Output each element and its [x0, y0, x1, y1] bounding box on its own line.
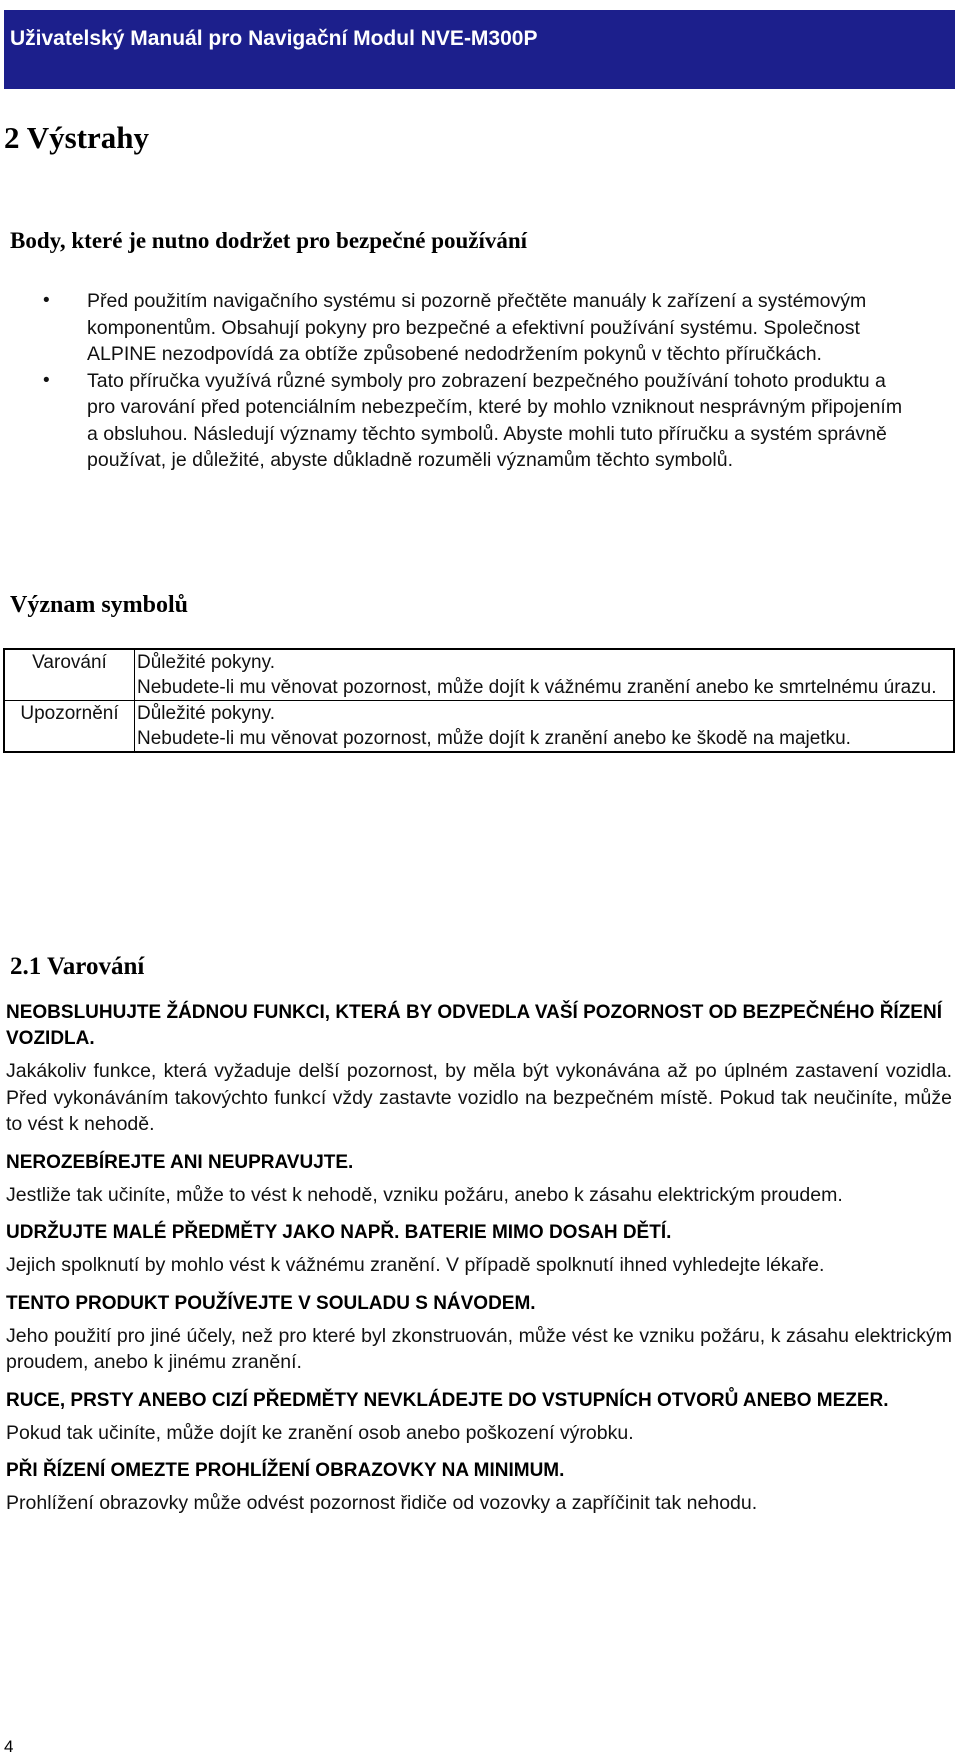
symbol-description-line2: Nebudete-li mu věnovat pozornost, může dojít k zranění anebo ke škodě na majetku.	[137, 728, 851, 749]
bullet-icon: •	[43, 290, 50, 311]
section-title: 2 Výstrahy	[4, 120, 149, 155]
symbol-description-line2: Nebudete-li mu věnovat pozornost, může dojít k vážnému zranění anebo ke smrtelnému úrazu.	[137, 677, 937, 698]
warning-title: NEOBSLUHUJTE ŽÁDNOU FUNKCI, KTERÁ BY ODVEDLA VAŠÍ POZORNOST OD BEZPEČNÉHO ŘÍZENÍ VOZIDLA.	[6, 1002, 942, 1049]
bullet-text: Před použitím navigačního systému si pozorně přečtěte manuály k zařízení a systémovým komponentům. Obsahují pokyny pro bezpečné a efektivní používání systému. Společnost ALPINE nezodpovídá za obtíže způsobené nedodržením pokynů v těchto příručkách.	[87, 290, 867, 365]
warning-title: RUCE, PRSTY ANEBO CIZÍ PŘEDMĚTY NEVKLÁDEJTE DO VSTUPNÍCH OTVORŮ ANEBO MEZER.	[6, 1389, 889, 1411]
bullet-icon: •	[43, 369, 50, 391]
symbol-description	[135, 701, 955, 753]
table-row	[4, 701, 954, 753]
symbol-description-line1: Důležité pokyny.	[137, 652, 275, 673]
warnings-list	[6, 1000, 952, 1529]
bullet-text: Tato příručka využívá různé symboly pro zobrazení bezpečného používání tohoto produktu a pro varování před potenciálním nebezpečím, které by mohlo vzniknout nesprávným připojením a obsluhou. Následují významy těchto symbolů. Abyste mohli tuto příručku a systém správně používat, je důležité, abyste důkladně rozuměli významům těchto symbolů.	[87, 369, 903, 471]
warning-title: UDRŽUJTE MALÉ PŘEDMĚTY JAKO NAPŘ. BATERIE MIMO DOSAH DĚTÍ.	[6, 1222, 672, 1243]
warnings-heading: 2.1 Varování	[10, 953, 145, 980]
warning-body: Jejich spolknutí by mohlo vést k vážnému zranění. V případě spolknutí ihned vyhledejte lékaře.	[6, 1254, 825, 1276]
table-row	[4, 649, 954, 701]
safety-heading: Body, které je nutno dodržet pro bezpečné používání	[10, 228, 528, 253]
page-number: 4	[4, 1737, 14, 1756]
symbol-description	[135, 649, 955, 701]
warning-body: Pokud tak učiníte, může dojít ke zranění osob anebo poškození výrobku.	[6, 1421, 634, 1444]
document-header-title: Uživatelský Manuál pro Navigační Modul NVE-M300P	[10, 27, 538, 50]
safety-bullet-list	[10, 288, 910, 474]
warning-body: Jestliže tak učiníte, může to vést k nehodě, vzniku požáru, anebo k zásahu elektrickým proudem.	[6, 1183, 843, 1206]
warning-body: Prohlížení obrazovky může odvést pozornost řidiče od vozovky a zapříčinit tak nehodu.	[6, 1492, 758, 1514]
warning-body: Jeho použití pro jiné účely, než pro které byl zkonstruován, může vést ke vzniku požáru, k zásahu elektrickým proudem, anebo k jinému zranění.	[6, 1324, 952, 1373]
symbols-table	[3, 648, 955, 753]
warning-title: TENTO PRODUKT POUŽÍVEJTE V SOULADU S NÁVODEM.	[6, 1292, 536, 1314]
list-item	[10, 368, 910, 474]
symbol-label: Varování	[4, 649, 135, 701]
symbol-description-line1: Důležité pokyny.	[137, 703, 275, 724]
list-item	[10, 288, 910, 368]
warning-title: PŘI ŘÍZENÍ OMEZTE PROHLÍŽENÍ OBRAZOVKY NA MINIMUM.	[6, 1460, 565, 1481]
symbol-label: Upozornění	[4, 701, 135, 753]
warning-body: Jakákoliv funkce, která vyžaduje delší pozornost, by měla být vykonávána až po úplném zastavení vozidla. Před vykonáváním takovýchto funkcí vždy zastavte vozidlo na bezpečném místě. Pokud tak neučiníte, může to vést k nehodě.	[6, 1060, 952, 1135]
symbols-heading: Význam symbolů	[10, 592, 189, 618]
warning-title: NEROZEBÍREJTE ANI NEUPRAVUJTE.	[6, 1151, 354, 1173]
